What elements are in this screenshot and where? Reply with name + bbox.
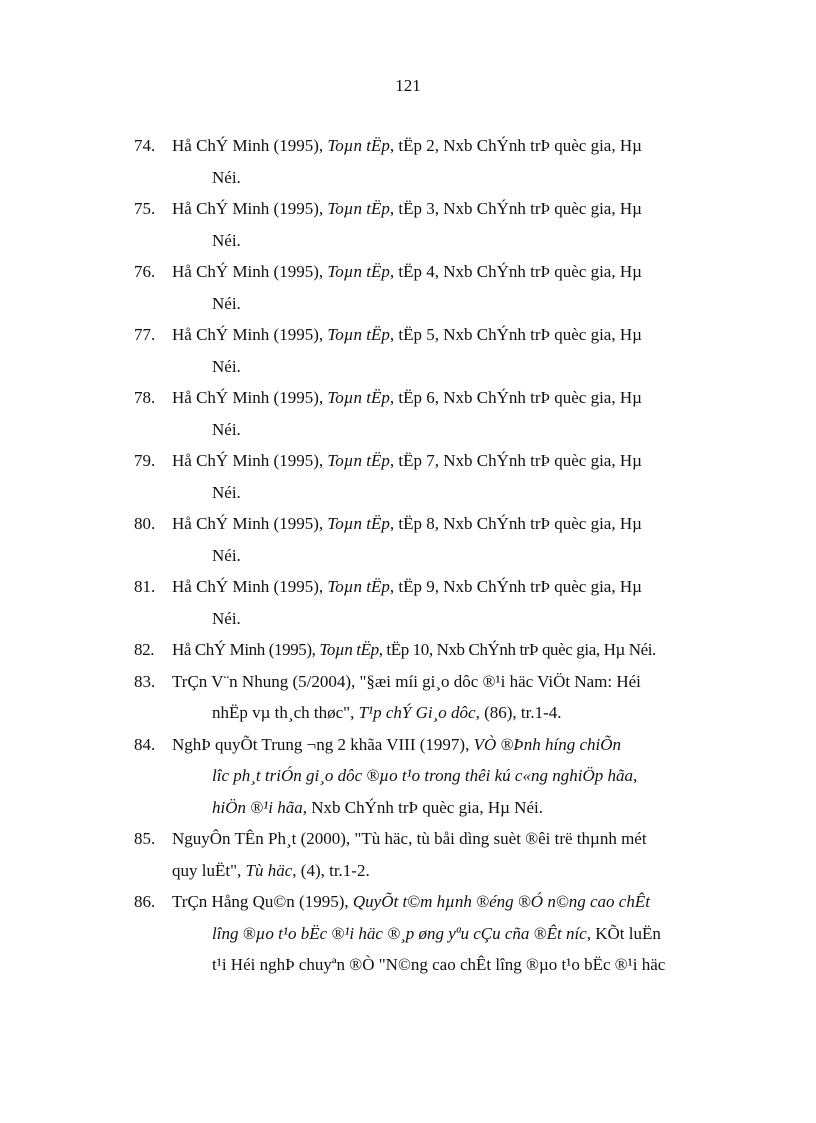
reference-item <box>134 256 738 319</box>
reference-text: NguyÔn TÊn Ph¸t (2000), "Tù häc, tù båi dìng suèt ®êi trë thµnh mét <box>172 829 647 848</box>
reference-text: Néi. <box>212 293 241 313</box>
reference-number: 81. <box>134 577 156 596</box>
reference-number: 83. <box>134 671 156 691</box>
reference-text: , tËp 10, Nxb ChÝnh trÞ quèc gia, Hµ Néi. <box>378 640 656 659</box>
reference-title: Toµn tËp <box>327 514 390 533</box>
reference-text: , (86), tr.1-4. <box>475 703 562 722</box>
reference-title: Toµn tËp <box>327 136 390 155</box>
reference-number: 80. <box>134 514 156 533</box>
reference-text: , Nxb ChÝnh trÞ quèc gia, Hµ Néi. <box>302 797 543 817</box>
reference-item <box>134 571 738 634</box>
reference-text: Néi. <box>212 167 241 187</box>
reference-text: Hå ChÝ Minh (1995), <box>172 136 328 155</box>
reference-title: Toµn tËp <box>327 325 390 344</box>
reference-title: Toµn tËp <box>327 199 390 218</box>
reference-text: Hå ChÝ Minh (1995), <box>172 325 328 344</box>
reference-number: 85. <box>134 829 156 848</box>
reference-text: Néi. <box>212 482 241 502</box>
reference-text: TrÇn Hång Qu©n (1995), <box>172 892 353 911</box>
reference-text: , KÕt luËn <box>586 923 661 943</box>
reference-item <box>134 193 738 256</box>
reference-item <box>134 823 738 886</box>
reference-text: quy luËt", <box>172 860 246 880</box>
reference-item <box>134 729 738 824</box>
reference-text: t¹i Héi nghÞ chuyªn ®Ò "N©ng cao chÊt lîng ®µo t¹o bËc ®¹i häc <box>212 955 666 974</box>
reference-title: Toµn tËp <box>327 262 390 281</box>
reference-text: , tËp 7, Nxb ChÝnh trÞ quèc gia, Hµ <box>389 451 642 470</box>
reference-title: hiÖn ®¹i hãa <box>212 797 303 817</box>
reference-text: Hå ChÝ Minh (1995), <box>172 577 328 596</box>
reference-text: TrÇn V¨n Nhung (5/2004), "§æi míi gi¸o dôc ®¹i häc ViÖt Nam: Héi <box>172 671 641 691</box>
reference-text: , tËp 9, Nxb ChÝnh trÞ quèc gia, Hµ <box>389 577 642 596</box>
reference-title: Toµn tËp <box>327 577 390 596</box>
reference-text: NghÞ quyÕt Trung ¬ng 2 khãa VIII (1997), <box>172 734 474 754</box>
reference-text: Néi. <box>212 356 241 376</box>
reference-item <box>134 886 738 981</box>
reference-text: , tËp 4, Nxb ChÝnh trÞ quèc gia, Hµ <box>389 262 642 281</box>
reference-text: Hå ChÝ Minh (1995), <box>172 514 328 533</box>
reference-list <box>134 130 738 981</box>
reference-text: Néi. <box>212 545 241 565</box>
reference-number: 74. <box>134 136 156 155</box>
reference-text: , tËp 8, Nxb ChÝnh trÞ quèc gia, Hµ <box>389 514 642 533</box>
reference-number: 75. <box>134 199 156 218</box>
reference-item <box>134 508 738 571</box>
reference-number: 84. <box>134 734 156 754</box>
reference-text: , tËp 3, Nxb ChÝnh trÞ quèc gia, Hµ <box>389 199 642 218</box>
reference-item <box>134 666 738 729</box>
reference-title: lîc ph¸t triÓn gi¸o dôc ®µo t¹o trong thêi kú c«ng nghiÖp hãa, <box>212 766 638 785</box>
reference-title: Toµn tËp <box>319 640 379 659</box>
reference-item <box>134 382 738 445</box>
reference-text: Hå ChÝ Minh (1995), <box>172 451 328 470</box>
reference-number: 79. <box>134 451 156 470</box>
page-number: 121 <box>395 76 421 95</box>
reference-text: Néi. <box>212 608 241 628</box>
reference-text: , tËp 6, Nxb ChÝnh trÞ quèc gia, Hµ <box>389 388 642 407</box>
reference-text: Néi. <box>212 419 241 439</box>
reference-text: , tËp 5, Nxb ChÝnh trÞ quèc gia, Hµ <box>389 325 642 344</box>
reference-item <box>134 634 738 666</box>
reference-title: T¹p chÝ Gi¸o dôc <box>358 703 476 722</box>
reference-text: Néi. <box>212 230 241 250</box>
reference-title: Tù häc <box>245 860 293 880</box>
reference-number: 78. <box>134 388 156 407</box>
reference-text: Hå ChÝ Minh (1995), <box>172 199 328 218</box>
reference-title: lîng ®µo t¹o bËc ®¹i häc ®¸p øng yªu cÇu cña ®Êt níc <box>212 923 587 943</box>
reference-title: Toµn tËp <box>327 388 390 407</box>
reference-title: QuyÕt t©m hµnh ®éng ®Ó n©ng cao chÊt <box>352 892 650 911</box>
reference-number: 86. <box>134 892 156 911</box>
reference-title: Toµn tËp <box>327 451 390 470</box>
reference-number: 77. <box>134 325 156 344</box>
reference-text: , tËp 2, Nxb ChÝnh trÞ quèc gia, Hµ <box>389 136 642 155</box>
reference-text: Hå ChÝ Minh (1995), <box>172 640 320 659</box>
reference-text: nhËp vµ th¸ch thøc", <box>212 703 359 722</box>
reference-text: Hå ChÝ Minh (1995), <box>172 262 328 281</box>
reference-number: 76. <box>134 262 156 281</box>
reference-item <box>134 130 738 193</box>
reference-item <box>134 445 738 508</box>
reference-item <box>134 319 738 382</box>
reference-text: Hå ChÝ Minh (1995), <box>172 388 328 407</box>
reference-title: VÒ ®Þnh híng chiÕn <box>473 734 622 754</box>
reference-text: , (4), tr.1-2. <box>292 860 370 880</box>
reference-number: 82. <box>134 640 155 659</box>
